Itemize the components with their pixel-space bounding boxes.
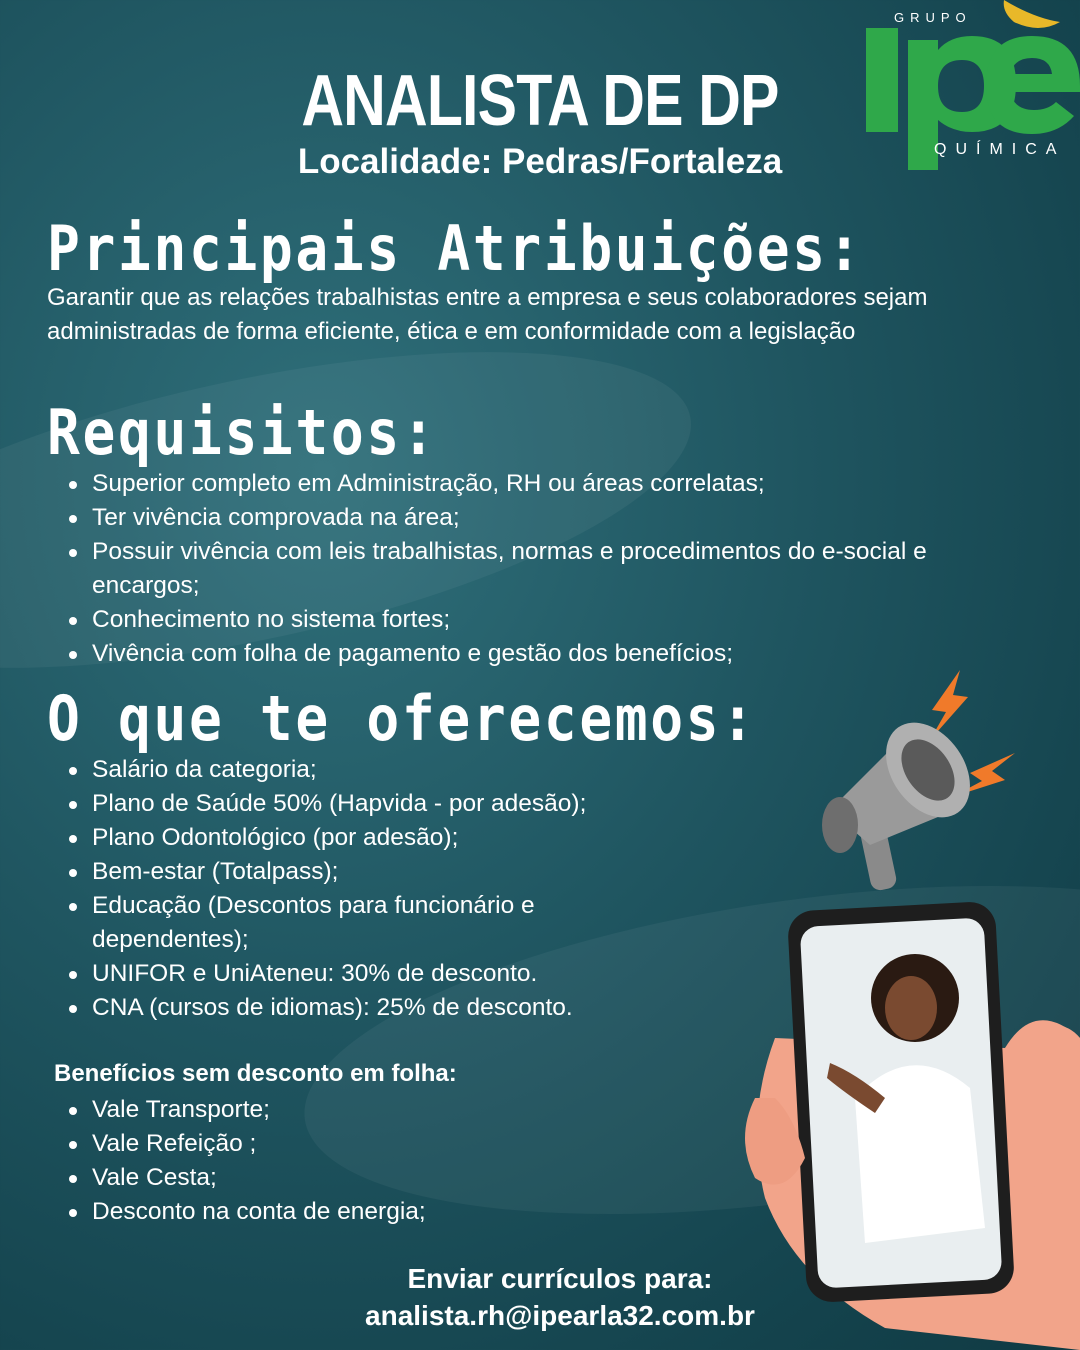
atribuicoes-heading: Principais Atribuições: bbox=[47, 212, 864, 285]
list-item: Vale Transporte; bbox=[47, 1093, 647, 1127]
list-item: Plano Odontológico (por adesão); bbox=[47, 821, 647, 855]
list-item: Vale Refeição ; bbox=[47, 1127, 647, 1161]
list-item: CNA (cursos de idiomas): 25% de desconto. bbox=[47, 991, 647, 1025]
list-item: Salário da categoria; bbox=[47, 753, 647, 787]
atribuicoes-text: Garantir que as relações trabalhistas entre a empresa e seus colaboradores sejam administradas de forma eficiente, ética e em conformidade com a legislação bbox=[47, 284, 928, 345]
beneficios-list bbox=[47, 1093, 647, 1229]
megaphone-icon bbox=[810, 665, 1030, 900]
beneficios-heading: Benefícios sem desconto em folha: bbox=[54, 1060, 457, 1087]
list-item: Vale Cesta; bbox=[47, 1161, 647, 1195]
list-item: Possuir vivência com leis trabalhistas, normas e procedimentos do e-social e encargos; bbox=[47, 535, 987, 603]
oferecemos-list bbox=[47, 753, 647, 1025]
oferecemos-heading: O que te oferecemos: bbox=[47, 682, 757, 755]
list-item: Plano de Saúde 50% (Hapvida - por adesão); bbox=[47, 787, 647, 821]
list-item: Ter vivência comprovada na área; bbox=[47, 501, 987, 535]
list-item: Conhecimento no sistema fortes; bbox=[47, 603, 987, 637]
list-item: Superior completo em Administração, RH ou áreas correlatas; bbox=[47, 467, 987, 501]
cv-email[interactable]: analista.rh@ipearla32.com.br bbox=[365, 1300, 755, 1331]
list-item: Bem-estar (Totalpass); bbox=[47, 855, 647, 889]
phone-with-woman-illustration bbox=[735, 898, 1080, 1350]
cv-label: Enviar currículos para: bbox=[407, 1263, 713, 1294]
list-item: UNIFOR e UniAteneu: 30% de desconto. bbox=[47, 957, 647, 991]
logo-quimica-text: QUÍMICA bbox=[934, 141, 1066, 158]
job-title: ANALISTA DE DP bbox=[301, 61, 779, 141]
requisitos-heading: Requisitos: bbox=[47, 396, 438, 469]
list-item: Vivência com folha de pagamento e gestão dos benefícios; bbox=[47, 637, 987, 671]
list-item: Educação (Descontos para funcionário e dependentes); bbox=[47, 889, 647, 957]
requisitos-list bbox=[47, 467, 987, 671]
logo-grupo-text: GRUPO bbox=[894, 10, 972, 25]
list-item: Desconto na conta de energia; bbox=[47, 1195, 647, 1229]
job-location: Localidade: Pedras/Fortaleza bbox=[297, 142, 783, 181]
